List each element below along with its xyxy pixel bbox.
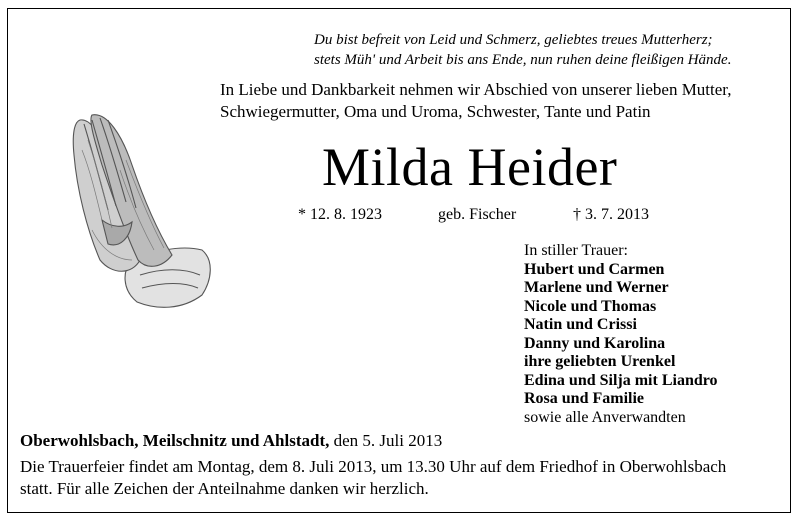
mourner-name: Marlene und Werner — [524, 279, 669, 296]
poem — [314, 30, 774, 70]
mourner-name: ihre geliebten Urenkel — [524, 353, 676, 370]
mourner-name: Rosa und Familie — [524, 390, 645, 407]
deceased-name: Milda Heider — [322, 137, 618, 197]
mourner-name: Natin und Crissi — [524, 316, 637, 333]
praying-hands-icon — [62, 110, 222, 320]
maiden-name: geb. Fischer — [438, 206, 517, 223]
mourners-tail: sowie alle Anverwandten — [524, 408, 686, 426]
intro-line: Schwiegermutter, Oma und Uroma, Schwester, Tante und Patin — [220, 102, 651, 121]
mourner-name: Edina und Silja mit Liandro — [524, 371, 718, 389]
ceremony-info — [20, 456, 790, 500]
notice-date: den 5. Juli 2013 — [329, 431, 443, 450]
mourner-name: Danny und Karolina — [524, 334, 666, 352]
mourner-name: Hubert und Carmen — [524, 260, 665, 278]
mourner-name: Nicole und Thomas — [524, 297, 657, 315]
place-and-date — [20, 430, 442, 452]
poem-line: Du bist befreit von Leid und Schmerz, geliebtes treues Mutterherz; — [314, 32, 713, 48]
birth-date: * 12. 8. 1923 — [298, 206, 382, 223]
intro-line: In Liebe und Dankbarkeit nehmen wir Abschied von unserer lieben Mutter, — [220, 80, 732, 99]
intro-text — [220, 79, 780, 123]
mourners-list — [524, 242, 718, 427]
ceremony-line: Die Trauerfeier findet am Montag, dem 8. Juli 2013, um 13.30 Uhr auf dem Friedhof in Oberwohlsbach — [20, 457, 727, 476]
death-date: † 3. 7. 2013 — [573, 206, 649, 223]
poem-line: stets Müh' und Arbeit bis ans Ende, nun ruhen deine fleißigen Hände. — [314, 52, 732, 68]
mourners-lead: In stiller Trauer: — [524, 242, 628, 259]
locations: Oberwohlsbach, Meilschnitz und Ahlstadt, — [20, 431, 330, 450]
ceremony-line: statt. Für alle Zeichen der Anteilnahme danken wir herzlich. — [20, 479, 429, 498]
